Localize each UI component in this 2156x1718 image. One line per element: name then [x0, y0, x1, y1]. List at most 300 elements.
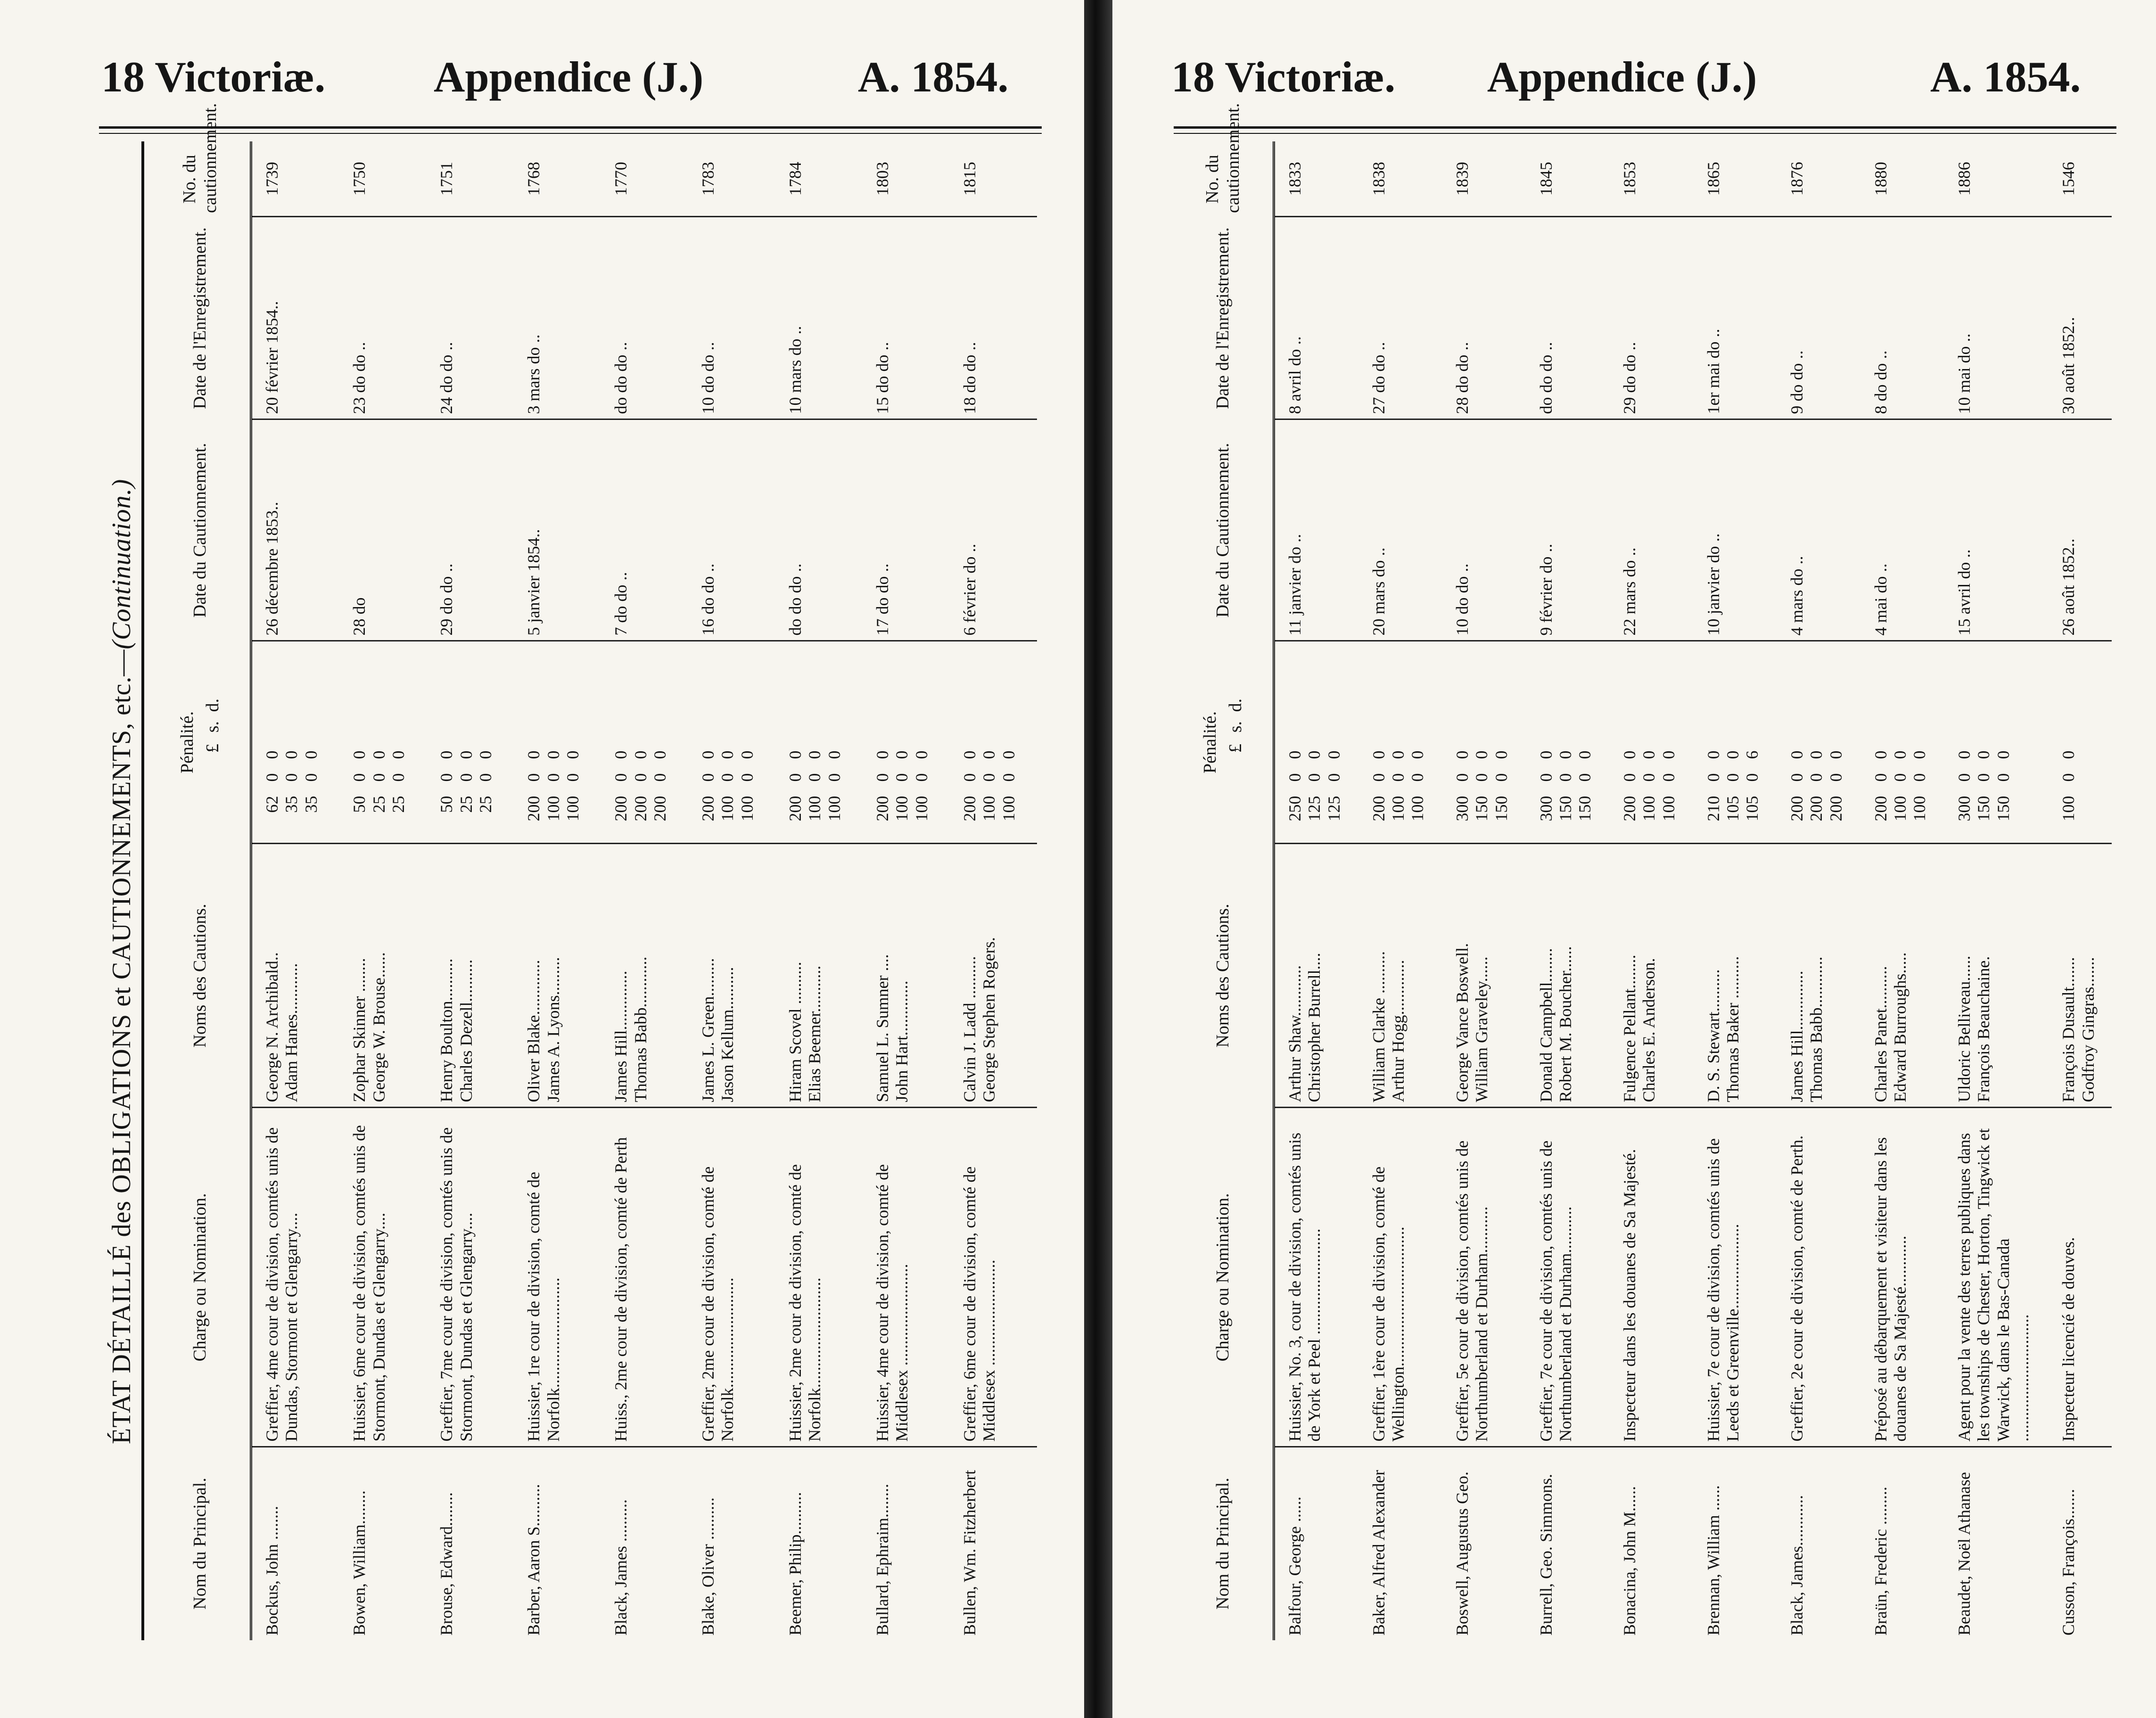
sureties-list: [775, 844, 863, 1108]
surety-name: William Clarke ..........: [1369, 951, 1388, 1102]
penalty-line: [1807, 647, 1826, 838]
bond-date: 7 do do ..: [601, 419, 688, 641]
penalty-pence: 0: [1285, 750, 1304, 759]
bond-number: 1815: [960, 162, 979, 196]
penalty-unit: d.: [1226, 699, 1245, 712]
penalty-shillings: 0: [912, 773, 931, 782]
penalty-pounds: 200: [1807, 796, 1826, 822]
principal-name: Boswell, Augustus Geo.: [1442, 1447, 1526, 1640]
principal-name: Blake, Oliver ..........: [688, 1447, 775, 1640]
surety-name: Jason Kellum..........: [718, 967, 737, 1102]
penalty-line: [1325, 647, 1344, 838]
registration-date: 10 mars do ..: [775, 217, 863, 419]
sureties-list: [1359, 844, 1442, 1108]
penalty-shillings: 0: [1955, 773, 1974, 782]
right-col-bond-date-header: Date du Cautionnement.: [1174, 419, 1274, 641]
sureties-list: [427, 844, 514, 1108]
penalty-shillings: 0: [1826, 773, 1845, 782]
penalty-line: [1369, 647, 1389, 838]
penalty-pence: 0: [389, 750, 408, 759]
registration-date: do do do ..: [1526, 217, 1610, 419]
penalty-line: [457, 647, 476, 838]
office-title: Huissier, 2me cour de division, comté de Norfolk..........................: [775, 1108, 863, 1447]
table-row: [1359, 141, 1442, 1640]
left-col-sureties-header: Noms des Cautions.: [151, 844, 251, 1108]
penalty-line: [476, 647, 495, 838]
penalty-line: [1743, 647, 1762, 838]
registration-date: 8 avril do ..: [1274, 217, 1359, 419]
penalty-pence: 0: [1369, 750, 1388, 759]
penalty-pounds: 100: [718, 796, 737, 822]
penalty-pence: 0: [1787, 750, 1807, 759]
penalty-pence: 0: [476, 750, 495, 759]
left-col-office-header: Charge ou Nomination.: [151, 1108, 251, 1447]
table-row: [427, 141, 514, 1640]
surety-name: Uldoric Belliveau......: [1955, 955, 1974, 1102]
penalty-pounds: 100: [892, 796, 912, 822]
penalty-pounds: 62: [263, 796, 281, 813]
registration-date: 28 do do ..: [1442, 217, 1526, 419]
penalty-shillings: 0: [1453, 773, 1472, 782]
surety-name: Godfroy Gingras.......: [2078, 957, 2098, 1102]
office-title: Greffier, 7e cour de division, comtés unis de Northumberland et Durham...........: [1526, 1108, 1610, 1447]
penalty-shillings: 0: [892, 773, 912, 782]
registration-date: 20 février 1854..: [251, 217, 340, 419]
surety-name: James Hill..............: [1787, 970, 1807, 1102]
penalty-line: [1639, 647, 1659, 838]
penalty-pounds: 100: [1659, 796, 1678, 822]
penalty-line: [370, 647, 389, 838]
penalty-line: [960, 647, 979, 838]
surety-name: James L. Green.........: [699, 958, 718, 1102]
bond-number: 1751: [437, 162, 456, 196]
penalty-shillings: 0: [960, 773, 979, 782]
ledger-left: [151, 103, 1037, 1640]
penalty-amounts: [251, 641, 340, 844]
penalty-pence: 0: [543, 750, 563, 759]
penalty-pounds: 100: [912, 796, 931, 822]
penalty-pounds: 100: [543, 796, 563, 822]
penalty-shillings: 0: [1389, 773, 1407, 782]
principal-name: Bullen, Wm. Fitzherbert: [950, 1447, 1037, 1640]
penalty-line: [263, 647, 282, 838]
penalty-pence: 0: [437, 750, 456, 759]
penalty-line: [1723, 647, 1743, 838]
penalty-pence: 0: [1389, 750, 1407, 759]
penalty-shillings: 0: [1305, 773, 1324, 782]
principal-name: Black, James............: [1777, 1447, 1860, 1640]
bond-number: 1880: [1871, 162, 1890, 196]
penalty-pounds: 35: [282, 796, 301, 813]
penalty-shillings: 0: [1285, 773, 1304, 782]
penalty-shillings: 0: [1536, 773, 1555, 782]
principal-name: Beemer, Philip..........: [775, 1447, 863, 1640]
registration-date: 27 do do ..: [1359, 217, 1442, 419]
penalty-pence: 0: [873, 750, 892, 759]
penalty-pounds: 105: [1743, 796, 1762, 822]
table-row: [601, 141, 688, 1640]
penalty-pounds: 150: [1575, 796, 1595, 822]
surety-name: Edward Burroughs.....: [1890, 952, 1909, 1102]
surety-name: George N. Archibald..: [263, 952, 281, 1102]
right-col-bond-no-header: No. du cautionnement.: [1174, 141, 1274, 217]
bond-number: 1845: [1536, 162, 1555, 196]
penalty-pounds: 200: [1826, 796, 1845, 822]
header-appendix: Appendice (J.): [434, 53, 704, 101]
penalty-line: [1389, 647, 1408, 838]
left-col-bond-date-header: Date du Cautionnement.: [151, 419, 251, 641]
office-title: Greffier, 5e cour de division, comtés unis de Northumberland et Durham...........: [1442, 1108, 1526, 1447]
ledger-right: [1174, 103, 2112, 1640]
bond-date: 17 do do ..: [863, 419, 950, 641]
sureties-list: [514, 844, 601, 1108]
penalty-pounds: 200: [1369, 796, 1388, 822]
penalty-pence: 0: [1659, 750, 1678, 759]
penalty-pounds: 100: [1910, 796, 1929, 822]
bond-number: 1783: [699, 162, 718, 196]
right-col-reg-date-header: Date de l'Enregistrement.: [1174, 217, 1274, 419]
penalty-shillings: 0: [282, 773, 301, 782]
penalty-pounds: 150: [1993, 796, 2013, 822]
penalty-line: [805, 647, 824, 838]
penalty-shillings: 0: [301, 773, 321, 782]
header-appendix-right: Appendice (J.): [1487, 53, 1757, 101]
bond-number: 1770: [611, 162, 631, 196]
penalty-amounts: [1526, 641, 1610, 844]
penalty-pounds: 200: [960, 796, 979, 822]
penalty-line: [1891, 647, 1910, 838]
penalty-shillings: 0: [456, 773, 476, 782]
penalty-pounds: 100: [737, 796, 757, 822]
penalty-pence: 0: [1408, 750, 1427, 759]
penalty-pence: 0: [824, 750, 844, 759]
penalty-pence: 0: [456, 750, 476, 759]
penalty-shillings: 0: [1890, 773, 1909, 782]
right-col-penalty-header: Pénalité. £s.d.: [1174, 641, 1274, 844]
penalty-amounts: [2049, 641, 2112, 844]
penalty-shillings: 0: [1555, 773, 1575, 782]
surety-name: George Vance Boswell.: [1453, 943, 1472, 1102]
penalty-shillings: 0: [1723, 773, 1742, 782]
bond-date: 29 do do ..: [427, 419, 514, 641]
penalty-pence: 0: [1472, 750, 1491, 759]
penalty-amounts: [1861, 641, 1944, 844]
principal-name: Burrell, Geo. Simmons.: [1526, 1447, 1610, 1640]
penalty-pence: 0: [263, 750, 281, 759]
penalty-unit: £: [1226, 744, 1245, 753]
bond-number: 1833: [1285, 162, 1304, 196]
penalty-shillings: 0: [824, 773, 844, 782]
penalty-line: [1408, 647, 1427, 838]
principal-name: Bonacina, John M......: [1610, 1447, 1693, 1640]
sureties-list: [251, 844, 340, 1108]
penalty-shillings: 0: [476, 773, 495, 782]
surety-name: Robert M. Boucher......: [1555, 946, 1575, 1102]
penalty-pounds: 100: [824, 796, 844, 822]
penalty-amounts: [427, 641, 514, 844]
principal-name: Barber, Aaron S..........: [514, 1447, 601, 1640]
office-title: Greffier, 7me cour de division, comtés unis de Stormont, Dundas et Glengarry....: [427, 1108, 514, 1447]
penalty-pence: 0: [1639, 750, 1659, 759]
table-row: [2049, 141, 2112, 1640]
penalty-pounds: 100: [999, 796, 1018, 822]
right-col-sureties-header: Noms des Cautions.: [1174, 844, 1274, 1108]
penalty-amounts: [601, 641, 688, 844]
bond-number: 1784: [786, 162, 805, 196]
bond-number: 1865: [1703, 162, 1723, 196]
penalty-pounds: 200: [1871, 796, 1890, 822]
penalty-shillings: 0: [1743, 773, 1762, 782]
penalty-line: [544, 647, 563, 838]
bond-date: 10 do do ..: [1442, 419, 1526, 641]
penalty-pence: 0: [1620, 750, 1639, 759]
penalty-shillings: 0: [437, 773, 456, 782]
penalty-pounds: 200: [1787, 796, 1807, 822]
penalty-amounts: [1694, 641, 1777, 844]
left-col-reg-date-header: Date de l'Enregistrement.: [151, 217, 251, 419]
surety-name: James A. Lyons.........: [543, 957, 563, 1102]
penalty-line: [437, 647, 456, 838]
office-title: Inspecteur dans les douanes de Sa Majesté.: [1610, 1108, 1693, 1447]
penalty-pence: 0: [999, 750, 1018, 759]
bond-date: 11 janvier do ..: [1274, 419, 1359, 641]
penalty-shillings: 0: [543, 773, 563, 782]
penalty-pence: 0: [1305, 750, 1324, 759]
penalty-shillings: 0: [873, 773, 892, 782]
penalty-pence: 0: [1993, 750, 2013, 759]
penalty-pence: 0: [282, 750, 301, 759]
penalty-pence: 0: [369, 750, 388, 759]
principal-name: Baker, Alfred Alexander: [1359, 1447, 1442, 1640]
penalty-line: [389, 647, 408, 838]
penalty-shillings: 0: [2059, 773, 2078, 782]
left-col-principal-header: Nom du Principal.: [151, 1447, 251, 1640]
penalty-line: [1787, 647, 1807, 838]
surety-name: John Hart.............: [892, 980, 912, 1102]
book-gutter: [1084, 0, 1112, 1718]
table-row: [688, 141, 775, 1640]
penalty-shillings: 0: [350, 773, 369, 782]
principal-name: Bowen, William........: [339, 1447, 427, 1640]
penalty-amounts: [1442, 641, 1526, 844]
penalty-pence: 0: [1955, 750, 1974, 759]
penalty-line: [1453, 647, 1472, 838]
penalty-unit: £: [203, 744, 222, 753]
penalty-pence: 0: [1723, 750, 1742, 759]
surety-name: Charles E. Anderson.: [1639, 958, 1659, 1102]
penalty-pence: 0: [1491, 750, 1511, 759]
penalty-pounds: 100: [805, 796, 824, 822]
bond-date: 22 mars do ..: [1610, 419, 1693, 641]
penalty-pounds: 150: [1555, 796, 1575, 822]
bond-date: 4 mars do ..: [1777, 419, 1860, 641]
surety-name: George W. Brouse......: [369, 952, 388, 1102]
surety-name: Elias Beemer...........: [805, 965, 824, 1102]
bond-number: 1750: [350, 162, 369, 196]
penalty-pence: 0: [737, 750, 757, 759]
penalty-line: [1827, 647, 1846, 838]
penalty-line: [1492, 647, 1511, 838]
registration-date: 24 do do ..: [427, 217, 514, 419]
penalty-line: [282, 647, 301, 838]
surety-name: Arthur Hogg.............: [1389, 960, 1407, 1102]
penalty-amounts: [1610, 641, 1693, 844]
bond-number: 1876: [1787, 162, 1807, 196]
penalty-pence: 0: [979, 750, 999, 759]
penalty-line: [1285, 647, 1305, 838]
surety-name: Donald Campbell........: [1536, 948, 1555, 1102]
penalty-line: [1910, 647, 1929, 838]
office-title: Greffier, 2e cour de division, comté de Perth.: [1777, 1108, 1860, 1447]
penalty-shillings: 0: [699, 773, 718, 782]
office-title: Greffier, 6me cour de division, comté de Middlesex .........................: [950, 1108, 1037, 1447]
office-title: Huissier, 4me cour de division, comté de Middlesex ........................: [863, 1108, 950, 1447]
surety-name: Adam Hanes............: [282, 963, 301, 1102]
penalty-pounds: 300: [1536, 796, 1555, 822]
bond-date: 9 février do ..: [1526, 419, 1610, 641]
sureties-list: [863, 844, 950, 1108]
penalty-amounts: [339, 641, 427, 844]
table-row: [1610, 141, 1693, 1640]
table-row: [1777, 141, 1860, 1640]
penalty-shillings: 0: [1787, 773, 1807, 782]
penalty-shillings: 0: [1703, 773, 1723, 782]
penalty-pence: 0: [301, 750, 321, 759]
header-session: 18 Victoriæ.: [101, 53, 326, 101]
penalty-line: [912, 647, 931, 838]
bond-date: 26 décembre 1853..: [251, 419, 340, 641]
right-penalty-units: [1226, 645, 1246, 840]
penalty-shillings: 0: [1659, 773, 1678, 782]
penalty-amounts: [1777, 641, 1860, 844]
sureties-list: [1274, 844, 1359, 1108]
header-year-right: A. 1854.: [1930, 53, 2081, 101]
penalty-pence: 0: [563, 750, 582, 759]
surety-name: Samuel L. Sumner ....: [873, 954, 892, 1102]
penalty-pence: 0: [912, 750, 931, 759]
principal-name: Black, James ..........: [601, 1447, 688, 1640]
sureties-list: [339, 844, 427, 1108]
table-row: [251, 141, 340, 1640]
principal-name: Brennan, William ......: [1694, 1447, 1777, 1640]
left-col-penalty-header: Pénalité. £s.d.: [151, 641, 251, 844]
surety-name: Charles Dezell..........: [456, 959, 476, 1102]
registration-date: 18 do do ..: [950, 217, 1037, 419]
left-rotated-table: [151, 103, 1037, 1640]
sureties-list: [1610, 844, 1693, 1108]
principal-name: Brouse, Edward........: [427, 1447, 514, 1640]
surety-name: Arthur Shaw............: [1285, 965, 1304, 1102]
penalty-line: [1556, 647, 1575, 838]
penalty-unit: s.: [203, 721, 222, 733]
penalty-pounds: 25: [369, 796, 388, 813]
right-col-office-header: Charge ou Nomination.: [1174, 1108, 1274, 1447]
header-rule-thin-right: [1174, 133, 2116, 134]
penalty-shillings: 0: [263, 773, 281, 782]
penalty-pence: 0: [1890, 750, 1909, 759]
office-title: Agent pour la vente des terres publiques dans les townships de Chester, Horton, Tingwick et Warwick, dans le Bas-Canada ..............................: [1944, 1108, 2049, 1447]
penalty-pounds: 50: [350, 796, 369, 813]
principal-name: Cusson, François.......: [2049, 1447, 2112, 1640]
penalty-pounds: 210: [1703, 796, 1723, 822]
penalty-pence: 0: [805, 750, 824, 759]
penalty-line: [524, 647, 543, 838]
penalty-amounts: [950, 641, 1037, 844]
sureties-list: [688, 844, 775, 1108]
bond-date: 15 avril do ..: [1944, 419, 2049, 641]
penalty-pounds: 200: [524, 796, 543, 822]
penalty-pounds: 25: [389, 796, 408, 813]
penalty-shillings: 0: [563, 773, 582, 782]
penalty-shillings: 0: [524, 773, 543, 782]
registration-date: do do do ..: [601, 217, 688, 419]
bond-date: 5 janvier 1854..: [514, 419, 601, 641]
surety-name: Thomas Babb............: [1807, 956, 1826, 1102]
penalty-line: [350, 647, 369, 838]
sureties-list: [1777, 844, 1860, 1108]
penalty-pounds: 150: [1472, 796, 1491, 822]
right-page: [1112, 0, 2156, 1718]
penalty-pence: 0: [2059, 750, 2078, 759]
penalty-pence: 0: [631, 750, 650, 759]
office-title: Inspecteur licencié de douves.: [2049, 1108, 2112, 1447]
penalty-shillings: 0: [1369, 773, 1388, 782]
bond-date: 10 janvier do ..: [1694, 419, 1777, 641]
penalty-pounds: 300: [1453, 796, 1472, 822]
penalty-line: [825, 647, 844, 838]
bond-number: 1838: [1369, 162, 1388, 196]
penalty-shillings: 0: [1639, 773, 1659, 782]
registration-date: 23 do do ..: [339, 217, 427, 419]
table-row: [775, 141, 863, 1640]
bond-number: 1886: [1955, 162, 1974, 196]
penalty-pence: 0: [611, 750, 631, 759]
table-row: [863, 141, 950, 1640]
penalty-pence: 0: [699, 750, 718, 759]
penalty-line: [1575, 647, 1595, 838]
penalty-pounds: 100: [563, 796, 582, 822]
penalty-line: [2059, 647, 2078, 838]
principal-name: Bockus, John ........: [251, 1447, 340, 1640]
surety-name: Calvin J. Ladd ..........: [960, 956, 979, 1102]
bond-date: 20 mars do ..: [1359, 419, 1442, 641]
surety-name: William Graveley......: [1472, 956, 1491, 1102]
penalty-line: [999, 647, 1019, 838]
penalty-pounds: 100: [2059, 796, 2078, 822]
penalty-line: [718, 647, 737, 838]
principal-name: Balfour, George ......: [1274, 1447, 1359, 1640]
header-session-right: 18 Victoriæ.: [1171, 53, 1396, 101]
penalty-pence: 0: [1974, 750, 1993, 759]
surety-name: Christopher Burrell....: [1305, 953, 1324, 1102]
penalty-pounds: 100: [1890, 796, 1909, 822]
right-col-principal-header: Nom du Principal.: [1174, 1447, 1274, 1640]
penalty-line: [738, 647, 757, 838]
registration-date: 9 do do ..: [1777, 217, 1860, 419]
office-title: Huissier, No. 3, cour de division, comtés unis de York et Peel .........................: [1274, 1108, 1359, 1447]
surety-name: François Dusault.......: [2059, 957, 2078, 1102]
penalty-line: [979, 647, 999, 838]
penalty-shillings: 0: [1993, 773, 2013, 782]
penalty-shillings: 0: [1575, 773, 1595, 782]
penalty-shillings: 0: [1974, 773, 1993, 782]
penalty-pounds: 100: [1389, 796, 1407, 822]
penalty-line: [786, 647, 805, 838]
penalty-shillings: 0: [631, 773, 650, 782]
left-table: [151, 103, 1037, 1640]
penalty-pence: 0: [350, 750, 369, 759]
penalty-line: [1974, 647, 1993, 838]
